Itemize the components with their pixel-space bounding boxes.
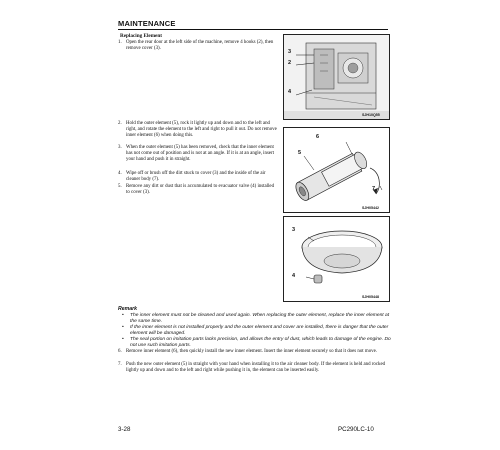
step-text: Remove inner element (6), then quickly install the new inner element. Insert the inner element securely so that it does not move. [126, 349, 377, 354]
remark-bullet-3 [122, 337, 392, 349]
step-number: 3. [118, 145, 122, 150]
bullet-dot: • [122, 313, 124, 318]
step-number: 4. [118, 171, 122, 176]
section-header: MAINTENANCE [118, 19, 176, 28]
model-number: PC290LC-10 [338, 426, 374, 433]
step-text: Push the new outer element (5) in straight with your hand when installing it to the air cleaner body. If the element is held and rocked lightly up and down and to the left and right while pushing it in, the element can be inserted easily. [126, 362, 386, 374]
step-text: Wipe off or brush off the dirt stuck to cover (3) and the inside of the air cleaner body (7). [126, 171, 266, 183]
step-3 [118, 145, 278, 164]
step-1 [118, 40, 278, 52]
step-text: Hold the outer element (5), rock it lightly up and down and to the left and right, and rotate the element to the left and right to pull it out. Do not remove inner element (6) when doing this. [126, 121, 277, 139]
step-6 [118, 349, 388, 355]
bullet-text: If the inner element is not installed properly and the outer element and cover are installed, there is danger that the outer element will be damaged. [130, 325, 389, 336]
step-number: 1. [118, 40, 122, 45]
figure-code: SJH05442 [362, 206, 379, 210]
figure-rear-door [283, 34, 390, 120]
callout-7: 7 [372, 186, 376, 192]
figure-code: SJH05448 [362, 295, 379, 299]
cover-valve-illustration [284, 217, 389, 301]
header-rule [118, 29, 388, 30]
subsection-title: Replacing Element [120, 33, 162, 39]
step-number: 6. [118, 349, 122, 354]
step-2 [118, 121, 278, 140]
step-number: 7. [118, 362, 122, 367]
bullet-text: The seal portion on imitation parts lacks precision, and allows the entry of dust, which leads to damage of the engine. Do not use such imitation parts. [130, 337, 391, 348]
bullet-dot: • [122, 325, 124, 330]
figure-code: SJH10Q55 [362, 113, 380, 117]
remark-bullet-1 [122, 313, 392, 325]
callout-3: 3 [292, 227, 296, 233]
callout-3: 3 [288, 49, 292, 55]
step-text: When the outer element (5) has been removed, check that the inner element has not come out of position and is not at an angle. If it is at an angle, insert your hand and push it in straight. [126, 145, 275, 163]
element-removal-illustration [284, 128, 389, 212]
bullet-text: The inner element must not be cleaned and used again. When replacing the outer element, replace the inner element at the same time. [130, 313, 390, 324]
figure-element-removal [283, 127, 390, 213]
step-5 [118, 184, 278, 196]
callout-6: 6 [316, 134, 320, 140]
callout-4: 4 [292, 273, 296, 279]
step-number: 2. [118, 121, 122, 126]
step-text: Open the rear door at the left side of the machine, remove 4 hooks (2), then remove cover (3). [126, 40, 274, 52]
step-7 [118, 362, 388, 374]
step-number: 5. [118, 184, 122, 189]
figure-cover-valve [283, 216, 390, 302]
rear-door-illustration [284, 35, 389, 119]
callout-4: 4 [288, 89, 292, 95]
remark-bullet-2 [122, 325, 392, 337]
callout-2: 2 [288, 60, 292, 66]
bullet-dot: • [122, 337, 124, 342]
step-4 [118, 171, 278, 183]
remark-title: Remark [118, 306, 138, 312]
page-number: 3-28 [118, 426, 131, 433]
step-text: Remove any dirt or dust that is accumulated to evacuator valve (4) installed to cover (3). [126, 184, 275, 196]
callout-5: 5 [298, 150, 302, 156]
